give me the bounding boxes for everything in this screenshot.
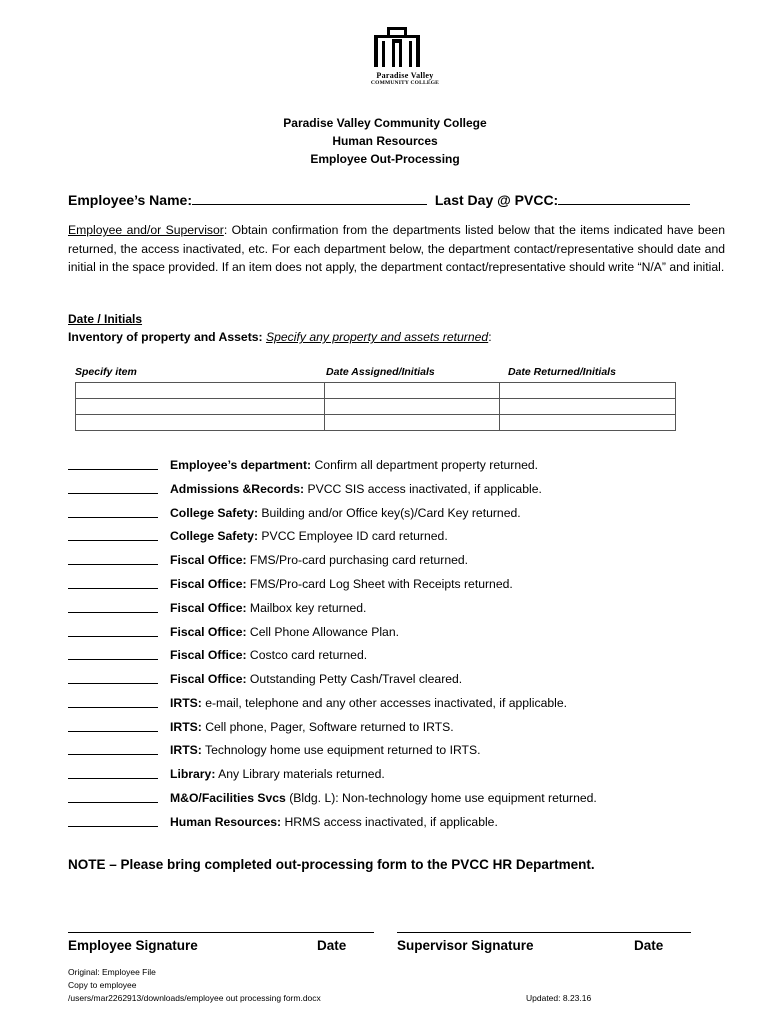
checklist-item [68,815,748,831]
inventory-specify: Specify any property and assets returned [265,330,489,344]
checklist-item [68,458,748,474]
initials-line[interactable] [68,588,158,589]
column-header-specify-item: Specify item [75,366,137,378]
employee-signature-label: Employee Signature [68,938,198,953]
checklist-dept: Fiscal Office: [170,553,247,567]
checklist-text: PVCC Employee ID card returned. [258,529,448,543]
employee-name-label: Employee’s Name: [68,192,192,208]
checklist-dept: Fiscal Office: [170,577,247,591]
initials-line[interactable] [68,469,158,470]
initials-line[interactable] [68,564,158,565]
checklist-dept: Fiscal Office: [170,672,247,686]
initials-line[interactable] [68,731,158,732]
checklist-item [68,672,748,688]
checklist-item [68,648,748,664]
checklist-dept: College Safety: [170,529,259,543]
checklist-item [68,720,748,736]
inventory-heading [68,330,492,344]
initials-line[interactable] [68,493,158,494]
checklist-text: PVCC SIS access inactivated, if applicable. [304,482,542,496]
institution-title: Paradise Valley Community College [283,116,487,130]
instructions-lead: Employee and/or Supervisor [68,223,224,237]
checklist-text: Costco card returned. [246,648,368,662]
initials-line[interactable] [68,612,158,613]
checklist-item [68,767,748,783]
table-cell[interactable] [325,415,500,431]
name-row [68,190,690,208]
initials-line[interactable] [68,636,158,637]
table-row [76,415,676,431]
instructions-body: : Obtain confirmation from the departments listed below that the items indicated have been returned, the access inactivated, etc. For each department below, the department contact/representative should date and initial in the space provided. If an item does not apply, the department contact/representative should write “N/A” and initial. [68,223,725,274]
initials-line[interactable] [68,540,158,541]
initials-line[interactable] [68,802,158,803]
table-row [76,399,676,415]
checklist-item [68,553,748,569]
checklist-dept: Admissions &Records: [170,482,305,496]
footer-path: /users/mar2262913/downloads/employee out processing form.docx [68,993,321,1003]
supervisor-signature-line[interactable] [397,932,691,933]
table-cell[interactable] [325,399,500,415]
table-cell[interactable] [500,383,676,399]
checklist-item [68,743,748,759]
footer-original: Original: Employee File [68,967,156,977]
checklist-text: FMS/Pro-card Log Sheet with Receipts returned. [246,577,513,591]
last-day-field[interactable] [558,190,690,205]
checklist-dept: IRTS: [170,696,202,710]
table-cell[interactable] [325,383,500,399]
checklist-text: Cell Phone Allowance Plan. [246,625,399,639]
college-logo [366,27,440,89]
employee-date-label: Date [317,938,347,953]
checklist-text: Cell phone, Pager, Software returned to IRTS. [201,720,454,734]
department-title: Human Resources [332,134,438,148]
checklist-item [68,577,748,593]
checklist-dept: Fiscal Office: [170,601,247,615]
checklist-item [68,601,748,617]
supervisor-signature-label: Supervisor Signature [397,938,534,953]
checklist-item [68,696,748,712]
footer-updated: Updated: 8.23.16 [526,993,592,1003]
column-header-date-returned: Date Returned/Initials [508,366,616,378]
checklist-item [68,482,748,498]
table-cell[interactable] [76,415,325,431]
date-initials-heading: Date / Initials [68,312,143,326]
checklist-dept: Library: [170,767,216,781]
note-text: NOTE – Please bring completed out-processing form to the PVCC HR Department. [68,857,595,872]
footer-copy: Copy to employee [68,980,137,990]
checklist-text: Technology home use equipment returned to IRTS. [201,743,481,757]
checklist-item [68,791,748,807]
initials-line[interactable] [68,754,158,755]
checklist-text: Mailbox key returned. [246,601,367,615]
inventory-colon: : [488,330,492,344]
table-cell[interactable] [500,415,676,431]
employee-name-field[interactable] [192,190,427,205]
checklist-text: Building and/or Office key(s)/Card Key returned. [258,506,521,520]
initials-line[interactable] [68,659,158,660]
checklist-dept: Fiscal Office: [170,625,247,639]
employee-signature-line[interactable] [68,932,374,933]
initials-line[interactable] [68,826,158,827]
logo-name: Paradise Valley [376,71,434,80]
checklist-dept: College Safety: [170,506,259,520]
checklist-dept: M&O/Facilities Svcs [170,791,286,805]
table-cell[interactable] [500,399,676,415]
checklist-text: (Bldg. L): Non-technology home use equipment returned. [285,791,597,805]
pvcc-building-logo-icon [370,27,424,71]
initials-line[interactable] [68,707,158,708]
initials-line[interactable] [68,517,158,518]
supervisor-date-label: Date [634,938,664,953]
table-row [76,383,676,399]
checklist-text: FMS/Pro-card purchasing card returned. [246,553,469,567]
checklist-item [68,625,748,641]
checklist-text: Outstanding Petty Cash/Travel cleared. [246,672,463,686]
checklist-dept: Employee’s department: [170,458,312,472]
checklist-text: Any Library materials returned. [215,767,385,781]
checklist-item [68,529,748,545]
last-day-label: Last Day @ PVCC: [434,192,559,208]
table-cell[interactable] [76,399,325,415]
instructions-paragraph [68,221,725,277]
checklist-text: e-mail, telephone and any other accesses inactivated, if applicable. [201,696,567,710]
logo-subname: COMMUNITY COLLEGE [370,80,440,86]
form-title: Employee Out-Processing [310,152,460,166]
checklist-dept: IRTS: [170,743,202,757]
checklist-dept: IRTS: [170,720,202,734]
checklist-dept: Human Resources: [170,815,282,829]
checklist-dept: Fiscal Office: [170,648,247,662]
column-header-date-assigned: Date Assigned/Initials [326,366,435,378]
initials-line[interactable] [68,683,158,684]
inventory-label: Inventory of property and Assets: [68,330,266,344]
table-cell[interactable] [76,383,325,399]
initials-line[interactable] [68,778,158,779]
checklist-item [68,506,748,522]
inventory-table [75,382,676,431]
checklist-text: HRMS access inactivated, if applicable. [281,815,498,829]
checklist-text: Confirm all department property returned. [311,458,539,472]
